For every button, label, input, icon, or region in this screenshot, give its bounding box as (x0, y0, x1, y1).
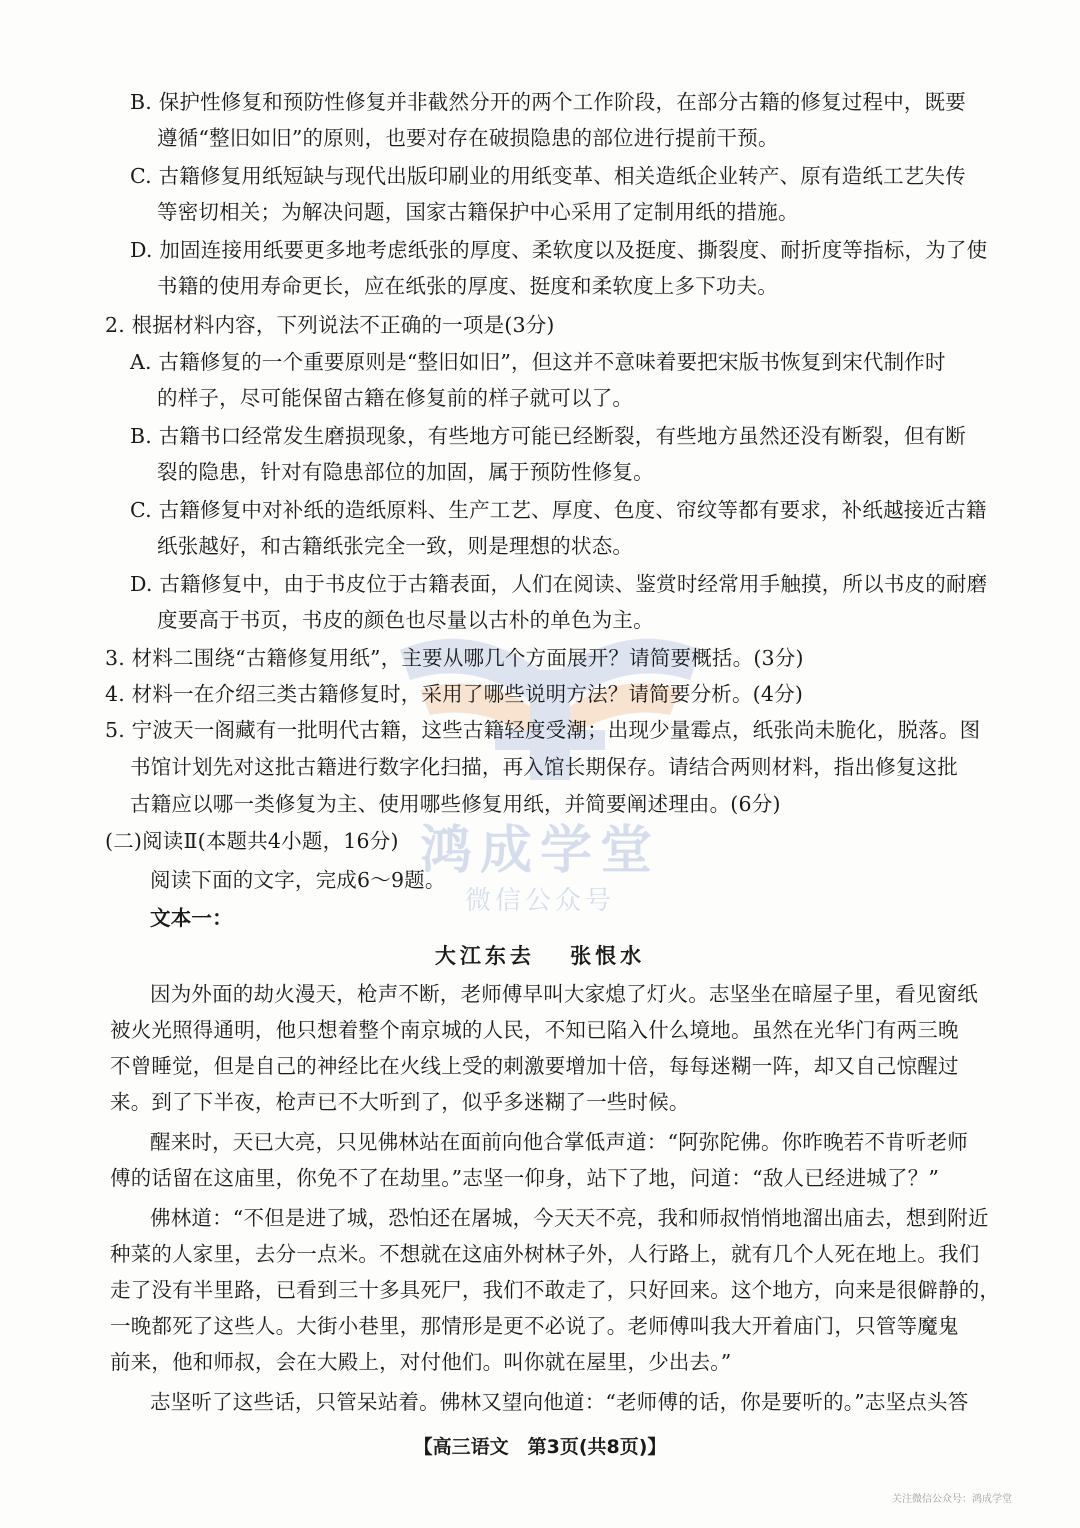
story-p3-line2: 种菜的人家里，去分一点米。不想就在这庙外树林子外，人行路上，就有几个人死在地上。我们 (110, 1242, 980, 1266)
story-author: 张恨水 (570, 943, 646, 968)
q5-line2: 书馆计划先对这批古籍进行数字化扫描，再入馆长期保存。请结合两则材料，指出修复这批 (130, 755, 958, 779)
story-p4-line1: 志坚听了这些话，只管呆站着。佛林又望向他道：“老师傅的话，你是要听的。”志坚点头答 (150, 1390, 969, 1414)
q5-line3: 古籍应以哪一类修复为主、使用哪些修复用纸，并简要阐述理由。(6分) (130, 792, 781, 816)
q1-option-b-line2: 遵循“整旧如旧”的原则，也要对存在破损隐患的部位进行提前干预。 (157, 126, 779, 150)
q1-option-c-line1: C. 古籍修复用纸短缺与现代出版印刷业的用纸变革、相关造纸企业转产、原有造纸工艺失传 (130, 164, 966, 188)
text-one-label: 文本一： (150, 906, 233, 930)
q2-option-a-line1: A. 古籍修复的一个重要原则是“整旧如旧”，但这并不意味着要把宋版书恢复到宋代制作时 (130, 350, 946, 374)
q2-option-d-line1: D. 古籍修复中，由于书皮位于古籍表面，人们在阅读、鉴赏时经常用手触摸，所以书皮的耐磨 (130, 572, 988, 596)
story-p1-line1: 因为外面的劫火漫天，枪声不断，老师傅早叫大家熄了灯火。志坚坐在暗屋子里，看见窗纸 (150, 982, 978, 1006)
section2-heading: (二)阅读Ⅱ(本题共4小题，16分) (105, 829, 399, 853)
story-p3-line3: 走了没有半里路，已看到三十多具死尸，我们不敢走了，只好回来。这个地方，向来是很僻静的， (110, 1278, 1001, 1302)
story-p2-line2: 傅的话留在这庙里，你免不了在劫里。”志坚一仰身，站下了地，问道：“敌人已经进城了？” (110, 1166, 940, 1190)
corner-note: 关注微信公众号：鸿成学堂 (892, 1494, 1012, 1505)
story-p3-line5: 前来，他和师叔，会在大殿上，对付他们。叫你就在屋里，少出去。” (110, 1350, 732, 1374)
q1-option-b-line1: B. 保护性修复和预防性修复并非截然分开的两个工作阶段，在部分古籍的修复过程中，既要 (130, 90, 966, 114)
story-p3-line4: 一晚都死了这些人。大街小巷里，那情形是更不必说了。老师傅叫我大开着庙门，只管等魔鬼 (110, 1314, 959, 1338)
q1-option-d-line1: D. 加固连接用纸要更多地考虑纸张的厚度、柔软度以及挺度、撕裂度、耐折度等指标，为了使 (130, 238, 988, 262)
q2-option-d-line2: 度要高于书页，书皮的颜色也尽量以古朴的单色为主。 (157, 608, 654, 632)
section2-instruction: 阅读下面的文字，完成6～9题。 (150, 868, 446, 892)
watermark-subtext: 微信公众号 (464, 886, 615, 916)
page-footer: 【高三语文 第3页(共8页)】 (413, 1436, 667, 1458)
q2-option-b-line2: 裂的隐患，针对有隐患部位的加固，属于预防性修复。 (157, 460, 654, 484)
story-p1-line4: 来。到了下半夜，枪声已不大听到了，似乎多迷糊了一些时候。 (110, 1090, 690, 1114)
q2-option-c-line2: 纸张越好，和古籍纸张完全一致，则是理想的状态。 (157, 534, 634, 558)
q4-stem: 4. 材料一在介绍三类古籍修复时，采用了哪些说明方法？请简要分析。(4分) (105, 682, 804, 706)
story-p2-line1: 醒来时，天已大亮，只见佛林站在面前向他合掌低声道：“阿弥陀佛。你昨晚若不肯听老师 (150, 1130, 968, 1154)
q2-option-c-line1: C. 古籍修复中对补纸的造纸原料、生产工艺、厚度、色度、帘纹等都有要求，补纸越接近古籍 (130, 498, 987, 522)
q2-option-b-line1: B. 古籍书口经常发生磨损现象，有些地方可能已经断裂，有些地方虽然还没有断裂，但有断 (130, 424, 966, 448)
q1-option-d-line2: 书籍的使用寿命更长，应在纸张的厚度、挺度和柔软度上多下功夫。 (157, 274, 778, 298)
story-p1-line2: 被火光照得通明，他只想着整个南京城的人民，不知已陷入什么境地。虽然在光华门有两三晚 (110, 1018, 959, 1042)
q1-option-c-line2: 等密切相关；为解决问题，国家古籍保护中心采用了定制用纸的措施。 (157, 200, 799, 224)
story-title-text: 大江东去 (434, 943, 535, 968)
story-p1-line3: 不曾睡觉，但是自己的神经比在火线上受的刺激要增加十倍，每每迷糊一阵，却又自己惊醒过 (110, 1054, 959, 1078)
q5-line1: 5. 宁波天一阁藏有一批明代古籍，这些古籍轻度受潮；出现少量霉点，纸张尚未脆化，脱落。图 (105, 718, 981, 742)
story-title (0, 942, 1080, 970)
q3-stem: 3. 材料二围绕“古籍修复用纸”，主要从哪几个方面展开？请简要概括。(3分) (105, 646, 804, 670)
story-p3-line1: 佛林道：“不但是进了城，恐怕还在屠城，今天天不亮，我和师叔悄悄地溜出庙去，想到附近 (150, 1206, 989, 1230)
q2-option-a-line2: 的样子，尽可能保留古籍在修复前的样子就可以了。 (157, 386, 634, 410)
watermark-text: 鸿成学堂 (419, 820, 660, 881)
q2-stem: 2. 根据材料内容，下列说法不正确的一项是(3分) (105, 313, 555, 337)
